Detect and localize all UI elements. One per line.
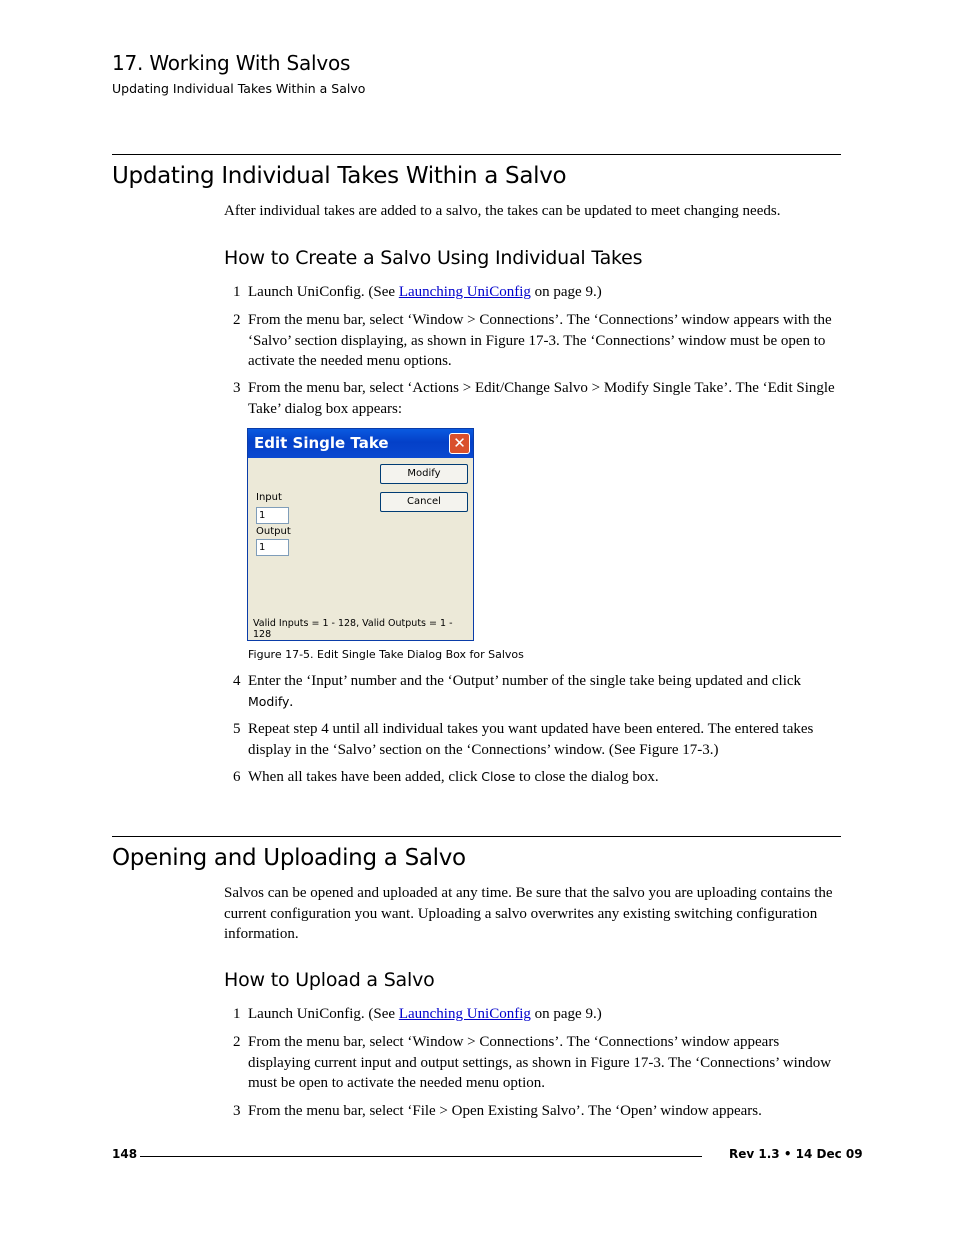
output-label: Output — [256, 526, 291, 537]
procedure-title: How to Upload a Salvo — [224, 969, 435, 991]
input-label: Input — [256, 492, 282, 503]
chapter-title: 17. Working With Salvos — [112, 51, 351, 75]
step-number: 3 — [233, 1103, 241, 1119]
ui-term: Modify — [248, 693, 290, 709]
running-subhead: Updating Individual Takes Within a Salvo — [112, 81, 366, 96]
section-title: Opening and Uploading a Salvo — [112, 845, 466, 871]
dialog-title: Edit Single Take — [254, 434, 389, 452]
page-number: 148 — [112, 1147, 138, 1161]
section-title: Updating Individual Takes Within a Salvo — [112, 163, 567, 189]
step-number: 2 — [233, 1034, 241, 1050]
step-text: From the menu bar, select ‘File > Open Existing Salvo’. The ‘Open’ window appears. — [248, 1103, 762, 1119]
step-number: 2 — [233, 312, 241, 328]
section-intro: Salvos can be opened and uploaded at any time. Be sure that the salvo you are uploading contains the current configuration you want. Uploading a salvo overwrites any existing switching configuration information. — [224, 885, 833, 942]
step-text: From the menu bar, select ‘Window > Connections’. The ‘Connections’ window appears with the ‘Salvo’ section displaying, as shown in Figure 17-3. The ‘Connections’ window must be open to activate the needed menu options. — [248, 312, 832, 369]
step-text: Launch UniConfig. (See — [248, 284, 399, 300]
step-text: Enter the ‘Input’ number and the ‘Output’ number of the single take being updated and click — [248, 673, 802, 689]
step-text: to close the dialog box. — [515, 769, 659, 785]
launching-uniconfig-link[interactable]: Launching UniConfig — [398, 284, 531, 300]
footer-rule — [140, 1156, 702, 1157]
step-text: Launch UniConfig. (See — [248, 1006, 399, 1022]
procedure-title: How to Create a Salvo Using Individual Takes — [224, 247, 643, 269]
step-text: From the menu bar, select ‘Window > Connections’. The ‘Connections’ window appears displaying current input and output settings, as shown in Figure 17-3. The ‘Connections’ window must be open to activate the needed menu option. — [248, 1034, 832, 1091]
step-item — [233, 1004, 845, 1025]
step-item — [233, 310, 845, 372]
modify-button[interactable]: Modify — [380, 464, 468, 484]
section-divider — [112, 154, 841, 155]
step-number: 5 — [233, 721, 241, 737]
step-number: 1 — [233, 1006, 241, 1022]
step-item — [233, 378, 845, 419]
step-item — [233, 767, 845, 788]
figure-caption: Figure 17-5. Edit Single Take Dialog Box for Salvos — [248, 648, 524, 661]
section-divider — [112, 836, 841, 837]
step-text: on page 9.) — [530, 284, 602, 300]
ui-term: Close — [481, 769, 516, 784]
input-field[interactable]: 1 — [256, 507, 289, 524]
step-text: on page 9.) — [530, 1006, 602, 1022]
step-item — [233, 282, 845, 303]
step-text: From the menu bar, select ‘Actions > Edit/Change Salvo > Modify Single Take’. The ‘Edit Single Take’ dialog box appears: — [248, 380, 835, 417]
step-text: . — [289, 693, 294, 710]
step-item — [233, 671, 845, 712]
step-number: 6 — [233, 769, 241, 785]
step-number: 4 — [233, 673, 241, 689]
step-item — [233, 1101, 845, 1122]
cancel-button[interactable]: Cancel — [380, 492, 468, 512]
step-item — [233, 719, 845, 760]
step-text: When all takes have been added, click — [248, 769, 482, 785]
launching-uniconfig-link[interactable]: Launching UniConfig — [398, 1006, 531, 1022]
edit-single-take-dialog — [247, 428, 474, 641]
section-intro: After individual takes are added to a salvo, the takes can be updated to meet changing needs. — [224, 203, 781, 219]
close-icon[interactable]: ✕ — [449, 433, 470, 454]
revision-label: Rev 1.3 • 14 Dec 09 — [729, 1147, 863, 1161]
step-number: 1 — [233, 284, 241, 300]
dialog-title-bar — [248, 429, 473, 458]
step-text: Repeat step 4 until all individual takes you want updated have been entered. The entered takes display in the ‘Salvo’ section on the ‘Connections’ window. (See Figure 17-3.) — [248, 721, 814, 758]
step-item — [233, 1032, 845, 1094]
output-field[interactable]: 1 — [256, 539, 289, 556]
dialog-status-text: Valid Inputs = 1 - 128, Valid Outputs = 1 - 128 — [253, 618, 453, 640]
step-number: 3 — [233, 380, 241, 396]
